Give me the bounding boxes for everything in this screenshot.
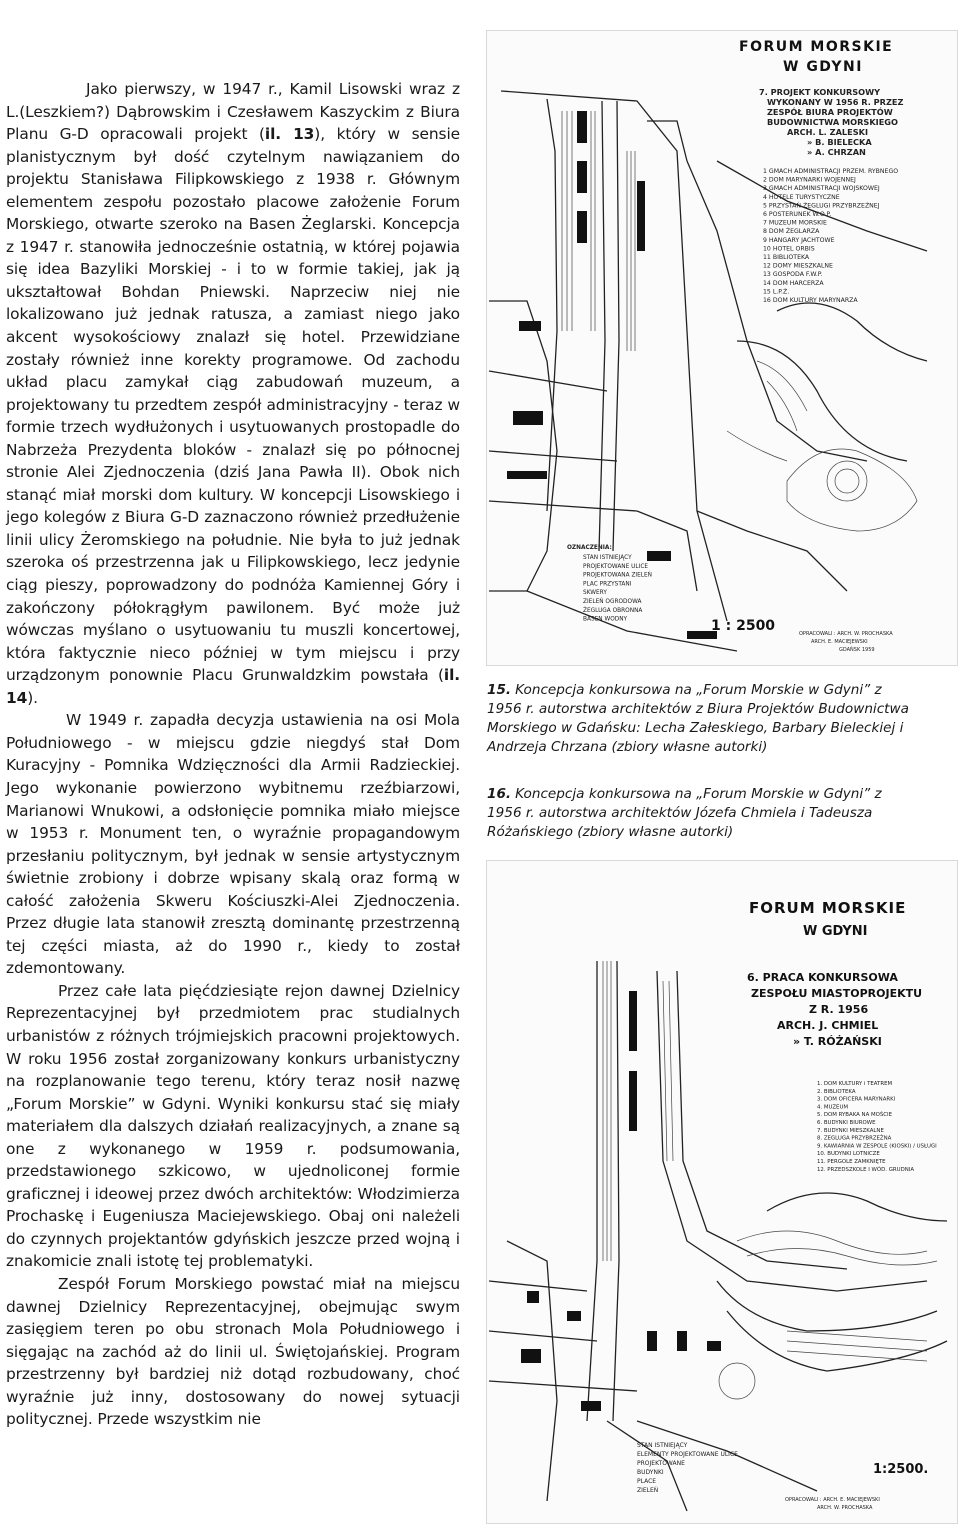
fig15-legend-item: 15 L.P.Ż. (763, 288, 790, 296)
fig15-map-legend-title: OZNACZENIA: (567, 545, 612, 551)
fig16-legend-item: 4. MUZEUM (817, 1104, 849, 1111)
fig15-project-line: » A. CHRZAN (807, 147, 866, 157)
fig15-map-legend-item: ŻEGLUGA OBRONNA (583, 607, 643, 614)
fig15-project-line: » B. BIELECKA (807, 137, 872, 147)
fig15-credit-line: GDAŃSK 1959 (839, 647, 875, 653)
fig15-legend-item: 16 DOM KULTURY MARYNARZA (763, 297, 858, 304)
article-paragraph-4: Zespół Forum Morskiego powstać miał na miejscu dawnej Dzielnicy Reprezentacyjnej, obejmując swym zasięgiem teren po obu stronach Mola Południowego i sięgając na zachód aż do linii ul. Świętojańskiej. Program przestrzenny był bardziej niż dotąd rozbudowany, choć wyraźnie już inny, dostosowany do nowej sytuacji politycznej. Przede wszystkim nie (6, 1274, 460, 1429)
figure-16-plan (486, 860, 958, 1524)
fig15-legend-item: 9 HANGARY JACHTOWE (763, 236, 835, 244)
fig15-project-line: ZESPÓŁ BIURA PROJEKTÓW (767, 107, 893, 117)
para1-part-a: Jako pierwszy, w 1947 r., Kamil Lisowski wraz z L.(Leszkiem?) Dąbrowskim i Czesławem Kaszyckim z Biura Planu G-D opracowali projekt ( (6, 80, 460, 144)
fig15-legend-item: 6 POSTERUNEK W.O.P. (763, 211, 832, 218)
fig15-legend-item: 2 DOM MARYNARKI WOJENNEJ (763, 176, 856, 184)
fig16-project-line: ZESPOŁU MIASTOPROJEKTU (751, 987, 923, 1000)
fig15-map-legend-item: PROJEKTOWANE ULICE (583, 563, 649, 570)
fig16-project-line: 6. PRACA KONKURSOWA (747, 971, 898, 984)
fig15-legend-item: 14 DOM HARCERZA (763, 279, 824, 287)
fig16-legend-item: 3. DOM OFICERA MARYNARKI (817, 1096, 896, 1103)
figure-15-caption (487, 681, 917, 757)
fig15-map-legend-item: STAN ISTNIEJĄCY (583, 555, 632, 561)
fig15-legend-item: 1 GMACH ADMINISTRACJI PRZEM. RYBNEGO (763, 168, 899, 175)
fig16-scale: 1:2500. (873, 1462, 929, 1477)
figure-15-drawing (487, 31, 957, 665)
fig15-legend-item: 8 DOM ŻEGLARZA (763, 228, 820, 236)
fig15-project-line: WYKONANY W 1956 R. PRZEZ (767, 97, 904, 107)
article-paragraph-1 (6, 78, 460, 709)
fig16-map-legend-item: ELEMENTY PROJEKTOWANE ULICE (637, 1451, 738, 1458)
fig15-legend-item: 4 HOTELE TURYSTYCZNE (763, 193, 840, 201)
fig15-legend-item: 10 HOTEL ORBIS (763, 245, 815, 253)
fig15-project-line: ARCH. L. ZALESKI (787, 127, 869, 137)
fig16-map-legend-item: PROJEKTOWANE (637, 1460, 685, 1467)
fig16-legend-item: 9. KAWIARNIA W ZESPOLE (KIOSKI) / USŁUGI (817, 1143, 937, 1150)
fig16-project-line: » T. RÓŻAŃSKI (793, 1035, 882, 1048)
fig16-legend-item: 5. DOM RYBAKA NA MOŚCIE (817, 1112, 893, 1119)
fig16-project-line: Z R. 1956 (809, 1003, 869, 1016)
figure-16-caption (487, 785, 917, 842)
para1-ref-14: il. 14 (6, 666, 460, 707)
fig16-legend-item: 7. BUDYNKI MIESZKALNE (817, 1127, 884, 1134)
para1-part-b: ), który w sensie planistycznym był dość czytelnym nawiązaniem do projektu Stanisława Filipkowskiego z 1938 r. Głównym elementem zespołu pozostało placowe założenie Forum Morskiego, otwarte szeroko na Basen Żeglarski. Koncepcja z 1947 r. stanowiła jednocześnie ostatnią, w której pojawia się idea Bazyliki Morskiej - i to w formie takiej, jak ją ukształtował Bohdan Pniewski. Naprzeciw niej nie lokalizowano już jednak ratusza, a zamiast niego jako akcent wysokościowy znalazł się hotel. Przewidziane zostały również inne korekty programowe. Od zachodu układ placu zamykał ciąg zabudowań muzeum, a projektowany tu przedtem zespół administracyjny - teraz w formie trzech wydłużonych i usytuowanych prostopadle do Nabrzeża Prezydenta bloków - znalazł się po północnej stronie Alei Zjednoczenia (dziś Jana Pawła II). Obok nich stanąć miał morski dom kultury. W koncepcji Lisowskiego i jego kolegów z Biura G-D zaznaczono również przedłużenie linii ulicy Żeromskiego na południe. Nie była to już jednak szeroka oś przestrzenna jak u Filipkowskiego, lecz jedynie ciąg pieszy, poprowadzony do podnóża Kamiennej Góry i zakończony półokrągłym pawilonem. Być może już wówczas myślano o usytuowaniu tu muszli koncertowej, która faktycznie nieco później w tym miejscu i przy urządzonym ponownie Placu Grunwaldzkim powstała ( (6, 125, 460, 685)
fig16-project-line: ARCH. J. CHMIEL (777, 1019, 879, 1032)
fig15-map-legend-item: BASEN WODNY (583, 616, 628, 623)
fig15-legend-item: 7 MUZEUM MORSKIE (763, 219, 827, 227)
fig15-credit-line: ARCH. E. MACIEJEWSKI (811, 639, 868, 645)
fig16-map-legend-item: ZIELEŃ (637, 1487, 659, 1494)
fig15-legend-item: 11 BIBLIOTEKA (763, 254, 810, 261)
fig16-legend-item: 6. BUDYNKI BIUROWE (817, 1120, 876, 1126)
figure-15-plan (486, 30, 958, 666)
fig15-scale: 1 : 2500 (711, 618, 776, 634)
fig15-credit-line: OPRACOWALI : ARCH. W. PROCHASKA (799, 631, 893, 637)
fig16-map-legend-item: PLACE (637, 1478, 657, 1485)
fig16-legend-item: 2. BIBLIOTEKA (817, 1088, 856, 1095)
fig15-caption-number: 15. (487, 682, 512, 698)
article-paragraph-3: Przez całe lata pięćdziesiąte rejon dawnej Dzielnicy Reprezentacyjnej był przedmiotem prac studialnych urbanistów z różnych trójmiejskich pracowni projektowych. W roku 1956 został zorganizowany konkurs urbanistyczny na rozplanowanie tego terenu, który teraz nosił nazwę „Forum Morskie” w Gdyni. Wyniki konkursu stać się miały materiałem dla dalszych działań realizacyjnych, a znane są one z wykonanego w 1959 r. podsumowania, przedstawionego szkicowo, w ujednoliconej formie graficznej i ideowej przez dwóch architektów: Włodzimierza Prochaskę i Eugeniusza Maciejewskiego. Obaj oni należeli do czynnych projektantów gdyńskich jeszcze przed wojną i znakomicie znali istotę tej problematyki. (6, 981, 460, 1271)
fig16-legend-item: 10. BUDYNKI LOTNICZE (817, 1151, 880, 1158)
fig16-credit-line: OPRACOWALI : ARCH. E. MACIEJEWSKI (785, 1497, 880, 1503)
fig15-map-legend-item: PLAC PRZYSTANI (583, 581, 632, 588)
fig16-heading1: FORUM MORSKIE (749, 899, 907, 917)
fig15-legend-item: 12 DOMY MIESZKALNE (763, 262, 833, 270)
fig16-credit-line: ARCH. W. PROCHASKA (817, 1505, 873, 1511)
fig16-legend-item: 12. PRZEDSZKOLE I WÓD. GRUDNIA (817, 1166, 915, 1173)
figure-16-drawing (487, 861, 957, 1523)
fig16-caption-text: Koncepcja konkursowa na „Forum Morskie w Gdyni” z 1956 r. autorstwa architektów Józefa Chmiela i Tadeusza Różańskiego (zbiory własne autorki) (487, 786, 882, 840)
para1-part-c: ). (27, 688, 38, 707)
para1-ref-13: il. 13 (264, 125, 315, 144)
fig16-map-legend-item: STAN ISTNIEJĄCY (637, 1442, 688, 1449)
fig16-map-legend-item: BUDYNKI (637, 1469, 664, 1476)
fig16-heading2: W GDYNI (803, 924, 868, 939)
fig15-heading2: W GDYNI (783, 59, 863, 75)
fig15-map-legend-item: ZIELEŃ OGRODOWA (583, 599, 642, 605)
fig15-project-line: BUDOWNICTWA MORSKIEGO (767, 117, 898, 127)
fig15-map-legend-item: PROJEKTOWANA ZIELEŃ (583, 572, 653, 579)
fig15-map-legend-item: SKWERY (583, 590, 607, 597)
fig16-legend-item: 1. DOM KULTURY i TEATREM (817, 1081, 893, 1087)
fig15-caption-text: Koncepcja konkursowa na „Forum Morskie w Gdyni” z 1956 r. autorstwa architektów z Biura Projektów Budownictwa Morskiego w Gdańsku: Lecha Załeskiego, Barbary Bieleckiej i Andrzeja Chrzana (zbiory własne autorki) (487, 682, 909, 755)
fig15-legend-item: 3 GMACH ADMINISTRACJI WOJSKOWEJ (763, 185, 880, 193)
fig15-heading1: FORUM MORSKIE (739, 39, 894, 55)
fig16-legend-item: 8. ZEGLUGA PRZYBRZEŻNA (817, 1135, 892, 1142)
fig16-caption-number: 16. (487, 786, 512, 802)
fig15-legend-item: 5 PRZYSTAŃ ŻEGLUGI PRZYBRZEŻNEJ (763, 202, 880, 210)
article-text-column (6, 78, 460, 1431)
fig16-legend-item: 11. PERGOLE ZAMKNIĘTE (817, 1159, 886, 1165)
fig15-project-line: 7. PROJEKT KONKURSOWY (759, 87, 881, 97)
article-paragraph-2: W 1949 r. zapadła decyzja ustawienia na osi Mola Południowego - w miejscu gdzie niegdyś stał Dom Kuracyjny - Pomnika Wdzięczności dla Armii Radzieckiej. Jego wykonanie powierzono wybitnemu rzeźbiarzowi, Marianowi Wnukowi, a odsłonięcie pomnika miało miejsce w 1953 r. Monument ten, o wyraźnie propagandowym przesłaniu politycznym, był jednak w sensie artystycznym świetnie zrobiony i dobrze wpisany skalą oraz formą w całość założenia Skweru Kościuszki-Alei Zjednoczenia. Przez długie lata stanowił zresztą dominantę przestrzenną tej części miasta, aż do 1990 r., kiedy to został zdemontowany. (6, 711, 460, 978)
fig15-legend-item: 13 GOSPODA F.W.P. (763, 271, 823, 279)
